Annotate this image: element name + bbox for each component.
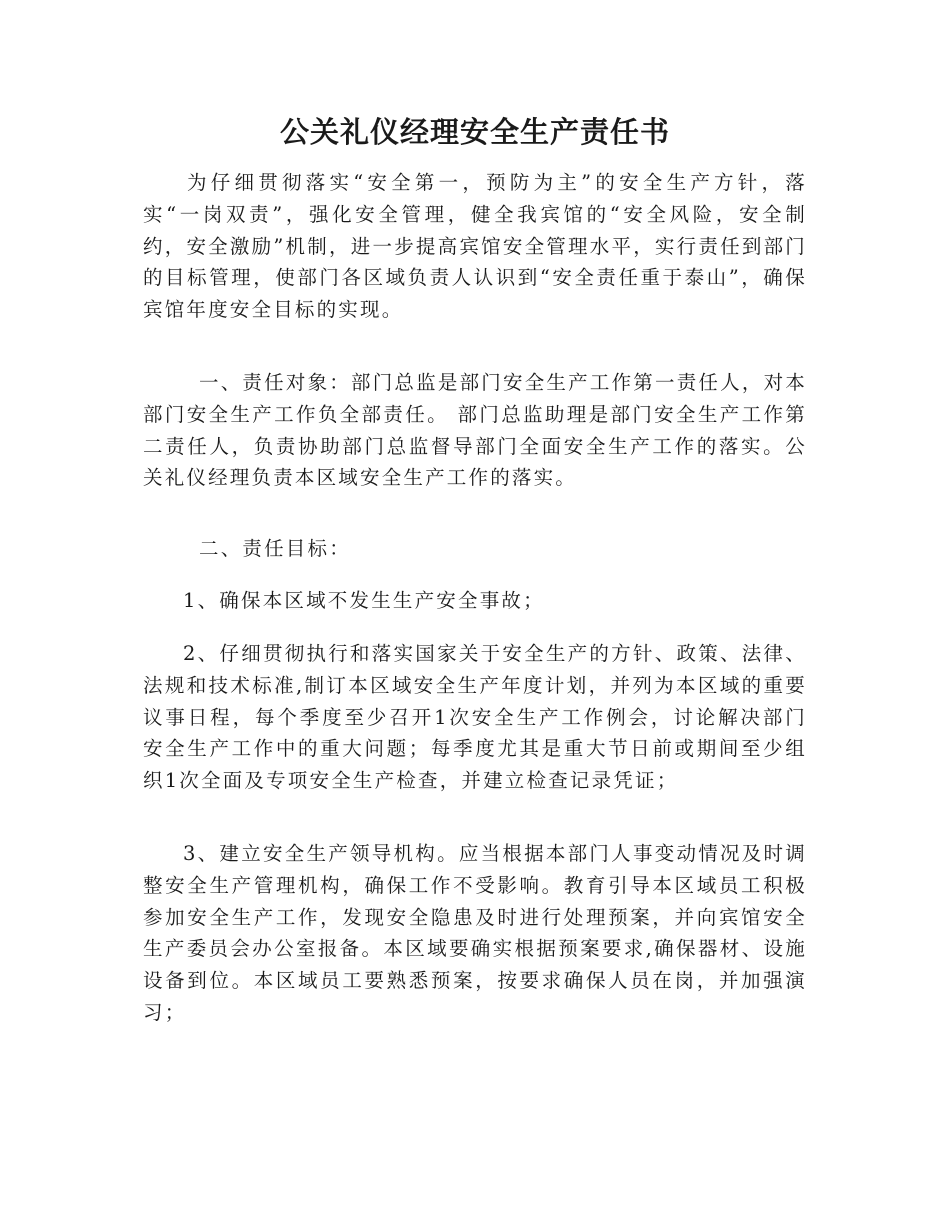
document-title: 公关礼仪经理安全生产责任书 [279,115,670,149]
section-1-paragraph: 一、责任对象：部门总监是部门安全生产工作第一责任人，对本部门安全生产工作负全部责任。 部门总监助理是部门安全生产工作第二责任人，负责协助部门总监督导部门全面安全生产工作的落实。公关礼仪经理负责本区域安全生产工作的落实。 [143,371,807,490]
goal-item-2: 2、仔细贯彻执行和落实国家关于安全生产的方针、政策、法律、法规和技术标准,制订本区域安全生产年度计划，并列为本区域的重要议事日程，每个季度至少召开1次安全生产工作例会，讨论解决部门安全生产工作中的重大问题；每季度尤其是重大节日前或期间至少组织1次全面及专项安全生产检查，并建立检查记录凭证； [143,642,807,793]
section-2-heading: 二、责任目标： [199,537,351,560]
goal-item-3: 3、建立安全生产领导机构。应当根据本部门人事变动情况及时调整安全生产管理机构，确保工作不受影响。教育引导本区域员工积极参加安全生产工作，发现安全隐患及时进行处理预案，并向宾馆安全生产委员会办公室报备。本区域要确实根据预案要求,确保器材、设施设备到位。本区域员工要熟悉预案，按要求确保人员在岗，并加强演习； [143,842,807,1024]
goal-item-1: 1、确保本区域不发生生产安全事故； [183,589,545,612]
intro-paragraph: 为仔细贯彻落实“安全第一，预防为主”的安全生产方针，落实“一岗双责”，强化安全管理，健全我宾馆的“安全风险，安全制约，安全激励”机制，进一步提高宾馆安全管理水平，实行责任到部门的目标管理，使部门各区域负责人认识到“安全责任重于泰山”，确保宾馆年度安全目标的实现。 [143,171,807,322]
